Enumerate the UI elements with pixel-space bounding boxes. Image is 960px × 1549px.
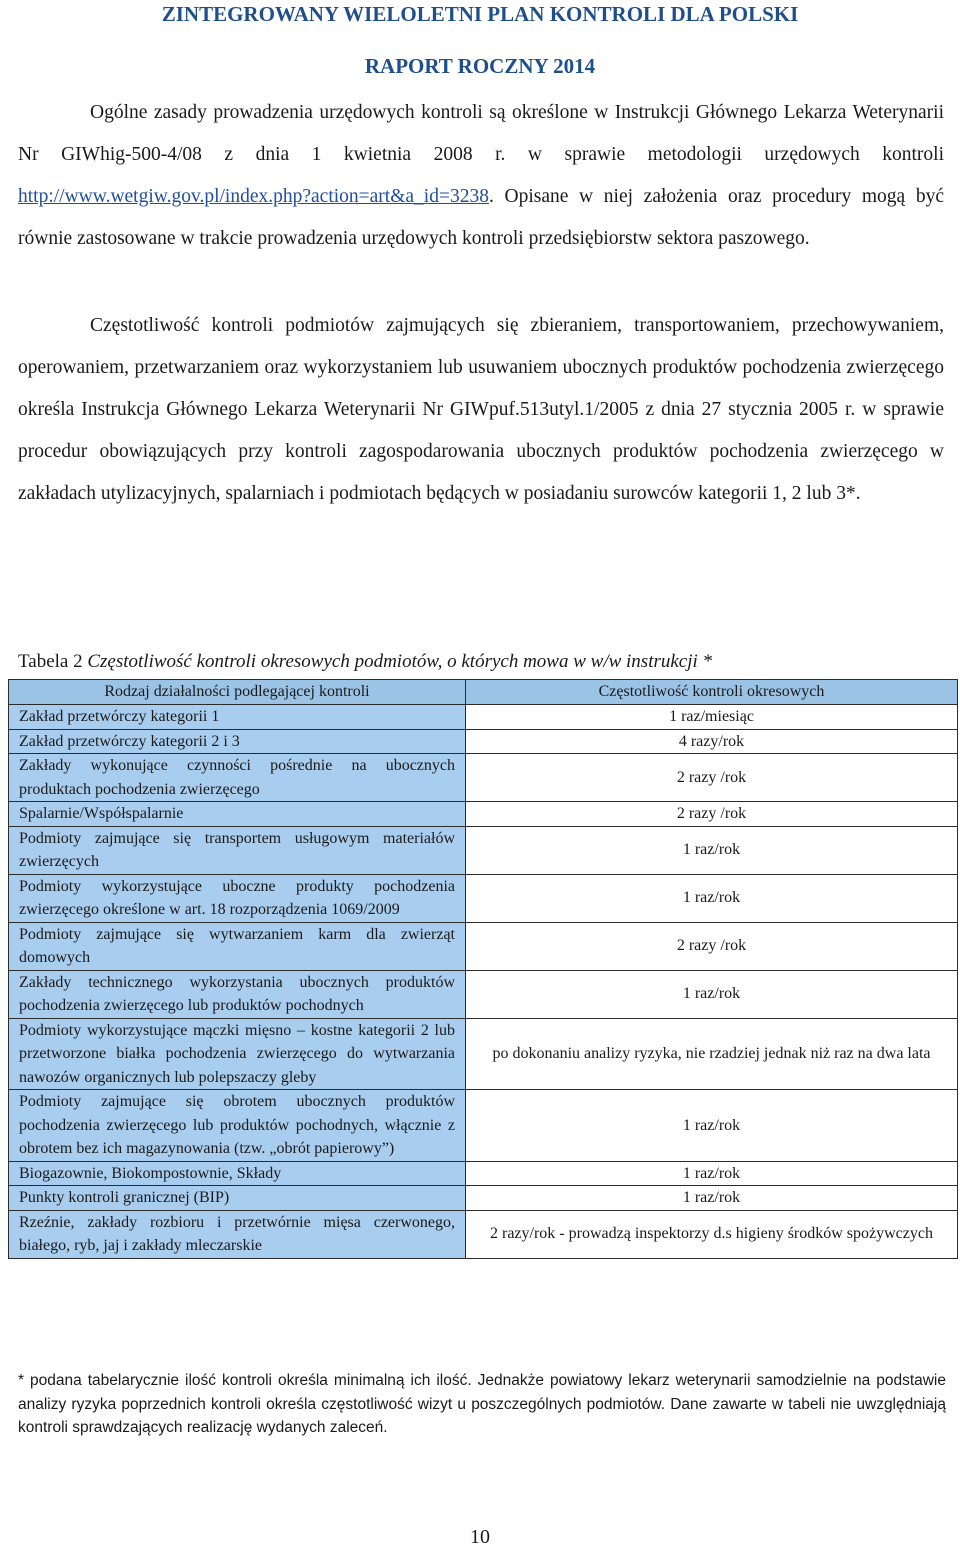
table-row [9, 754, 958, 802]
activity-cell: Podmioty zajmujące się transportem usługowym materiałów zwierzęcych [9, 826, 466, 874]
table-row [9, 874, 958, 922]
table-row [9, 705, 958, 730]
activity-cell: Biogazownie, Biokompostownie, Składy [9, 1161, 466, 1186]
frequency-cell: 1 raz/rok [466, 970, 958, 1018]
frequency-cell: 2 razy /rok [466, 922, 958, 970]
table-row [9, 826, 958, 874]
paragraph-frequency [18, 305, 944, 515]
paragraph-general-rules [18, 92, 944, 260]
paragraph-text-after-link: . Opisane w niej założenia oraz procedury mogą być równie zastosowane w trakcie prowadzenia urzędowych kontroli przedsiębiorstw sektora paszowego. [18, 186, 944, 249]
column-header-frequency: Częstotliwość kontroli okresowych [466, 680, 958, 705]
column-header-activity: Rodzaj działalności podlegającej kontroli [9, 680, 466, 705]
table-row [9, 1090, 958, 1162]
table-row [9, 1161, 958, 1186]
table-row [9, 1018, 958, 1090]
table-row [9, 729, 958, 754]
frequency-cell: 2 razy /rok [466, 802, 958, 827]
frequency-cell: 1 raz/rok [466, 826, 958, 874]
activity-cell: Podmioty zajmujące się obrotem ubocznych produktów pochodzenia zwierzęcego lub produktów pochodnych, włącznie z obrotem bez ich magazynowania (tzw. „obrót papierowy”) [9, 1090, 466, 1162]
frequency-cell: 1 raz/rok [466, 1161, 958, 1186]
frequency-cell: 4 razy/rok [466, 729, 958, 754]
table-header-row [9, 680, 958, 705]
activity-cell: Zakład przetwórczy kategorii 2 i 3 [9, 729, 466, 754]
table-row [9, 802, 958, 827]
table-footnote: * podana tabelarycznie ilość kontroli określa minimalną ich ilość. Jednakże powiatowy lekarz weterynarii samodzielnie na podstawie analizy ryzyka poprzednich kontroli określa częstotliwość wizyt u poszczególnych podmiotów. Dane zawarte w tabeli nie uwzględniają kontroli sprawdzających realizację wydanych zaleceń. [18, 1372, 946, 1436]
activity-cell: Podmioty zajmujące się wytwarzaniem karm dla zwierząt domowych [9, 922, 466, 970]
activity-cell: Spalarnie/Współspalarnie [9, 802, 466, 827]
activity-cell: Podmioty wykorzystujące uboczne produkty pochodzenia zwierzęcego określone w art. 18 rozporządzenia 1069/2009 [9, 874, 466, 922]
control-frequency-table [8, 679, 958, 1259]
activity-cell: Punkty kontroli granicznej (BIP) [9, 1186, 466, 1211]
page-number: 10 [470, 1526, 490, 1548]
table-row [9, 970, 958, 1018]
paragraph-frequency-text: Częstotliwość kontroli podmiotów zajmujących się zbieraniem, transportowaniem, przechowywaniem, operowaniem, przetwarzaniem oraz wykorzystaniem lub usuwaniem ubocznych produktów pochodzenia zwierzęcego określa Instrukcja Głównego Lekarza Weterynarii Nr GIWpuf.513utyl.1/2005 z dnia 27 stycznia 2005 r. w sprawie procedur obowiązujących przy kontroli zagospodarowania ubocznych produktów pochodzenia zwierzęcego w zakładach utylizacyjnych, spalarniach i podmiotach będących w posiadaniu surowców kategorii 1, 2 lub 3*. [18, 315, 944, 504]
frequency-cell: po dokonaniu analizy ryzyka, nie rzadziej jednak niż raz na dwa lata [466, 1018, 958, 1090]
frequency-cell: 2 razy /rok [466, 754, 958, 802]
table-row [9, 922, 958, 970]
table-row [9, 1186, 958, 1211]
instruction-link[interactable]: http://www.wetgiw.gov.pl/index.php?action=art&a_id=3238 [18, 186, 489, 207]
activity-cell: Zakłady technicznego wykorzystania ubocznych produktów pochodzenia zwierzęcego lub produktów pochodnych [9, 970, 466, 1018]
frequency-cell: 1 raz/rok [466, 1090, 958, 1162]
frequency-cell: 2 razy/rok - prowadzą inspektorzy d.s higieny środków spożywczych [466, 1210, 958, 1258]
paragraph-text-before-link: Ogólne zasady prowadzenia urzędowych kontroli są określone w Instrukcji Głównego Lekarza Weterynarii Nr GIWhig-500-4/08 z dnia 1 kwietnia 2008 r. w sprawie metodologii urzędowych kontroli [18, 102, 944, 165]
activity-cell: Podmioty wykorzystujące mączki mięsno – kostne kategorii 2 lub przetworzone białka pochodzenia zwierzęcego do wytwarzania nawozów organicznych lub polepszaczy gleby [9, 1018, 466, 1090]
activity-cell: Rzeźnie, zakłady rozbioru i przetwórnie mięsa czerwonego, białego, ryb, jaj i zakłady mleczarskie [9, 1210, 466, 1258]
table-caption [18, 650, 958, 674]
table-caption-label: Tabela 2 [18, 651, 88, 672]
document-header-subtitle: RAPORT ROCZNY 2014 [364, 54, 596, 78]
activity-cell: Zakład przetwórczy kategorii 1 [9, 705, 466, 730]
frequency-cell: 1 raz/miesiąc [466, 705, 958, 730]
document-header-title: ZINTEGROWANY WIELOLETNI PLAN KONTROLI DLA POLSKI [161, 2, 799, 26]
frequency-cell: 1 raz/rok [466, 874, 958, 922]
activity-cell: Zakłady wykonujące czynności pośrednie na ubocznych produktach pochodzenia zwierzęcego [9, 754, 466, 802]
table-caption-title: Częstotliwość kontroli okresowych podmiotów, o których mowa w w/w instrukcji * [87, 651, 713, 672]
table-row [9, 1210, 958, 1258]
frequency-cell: 1 raz/rok [466, 1186, 958, 1211]
